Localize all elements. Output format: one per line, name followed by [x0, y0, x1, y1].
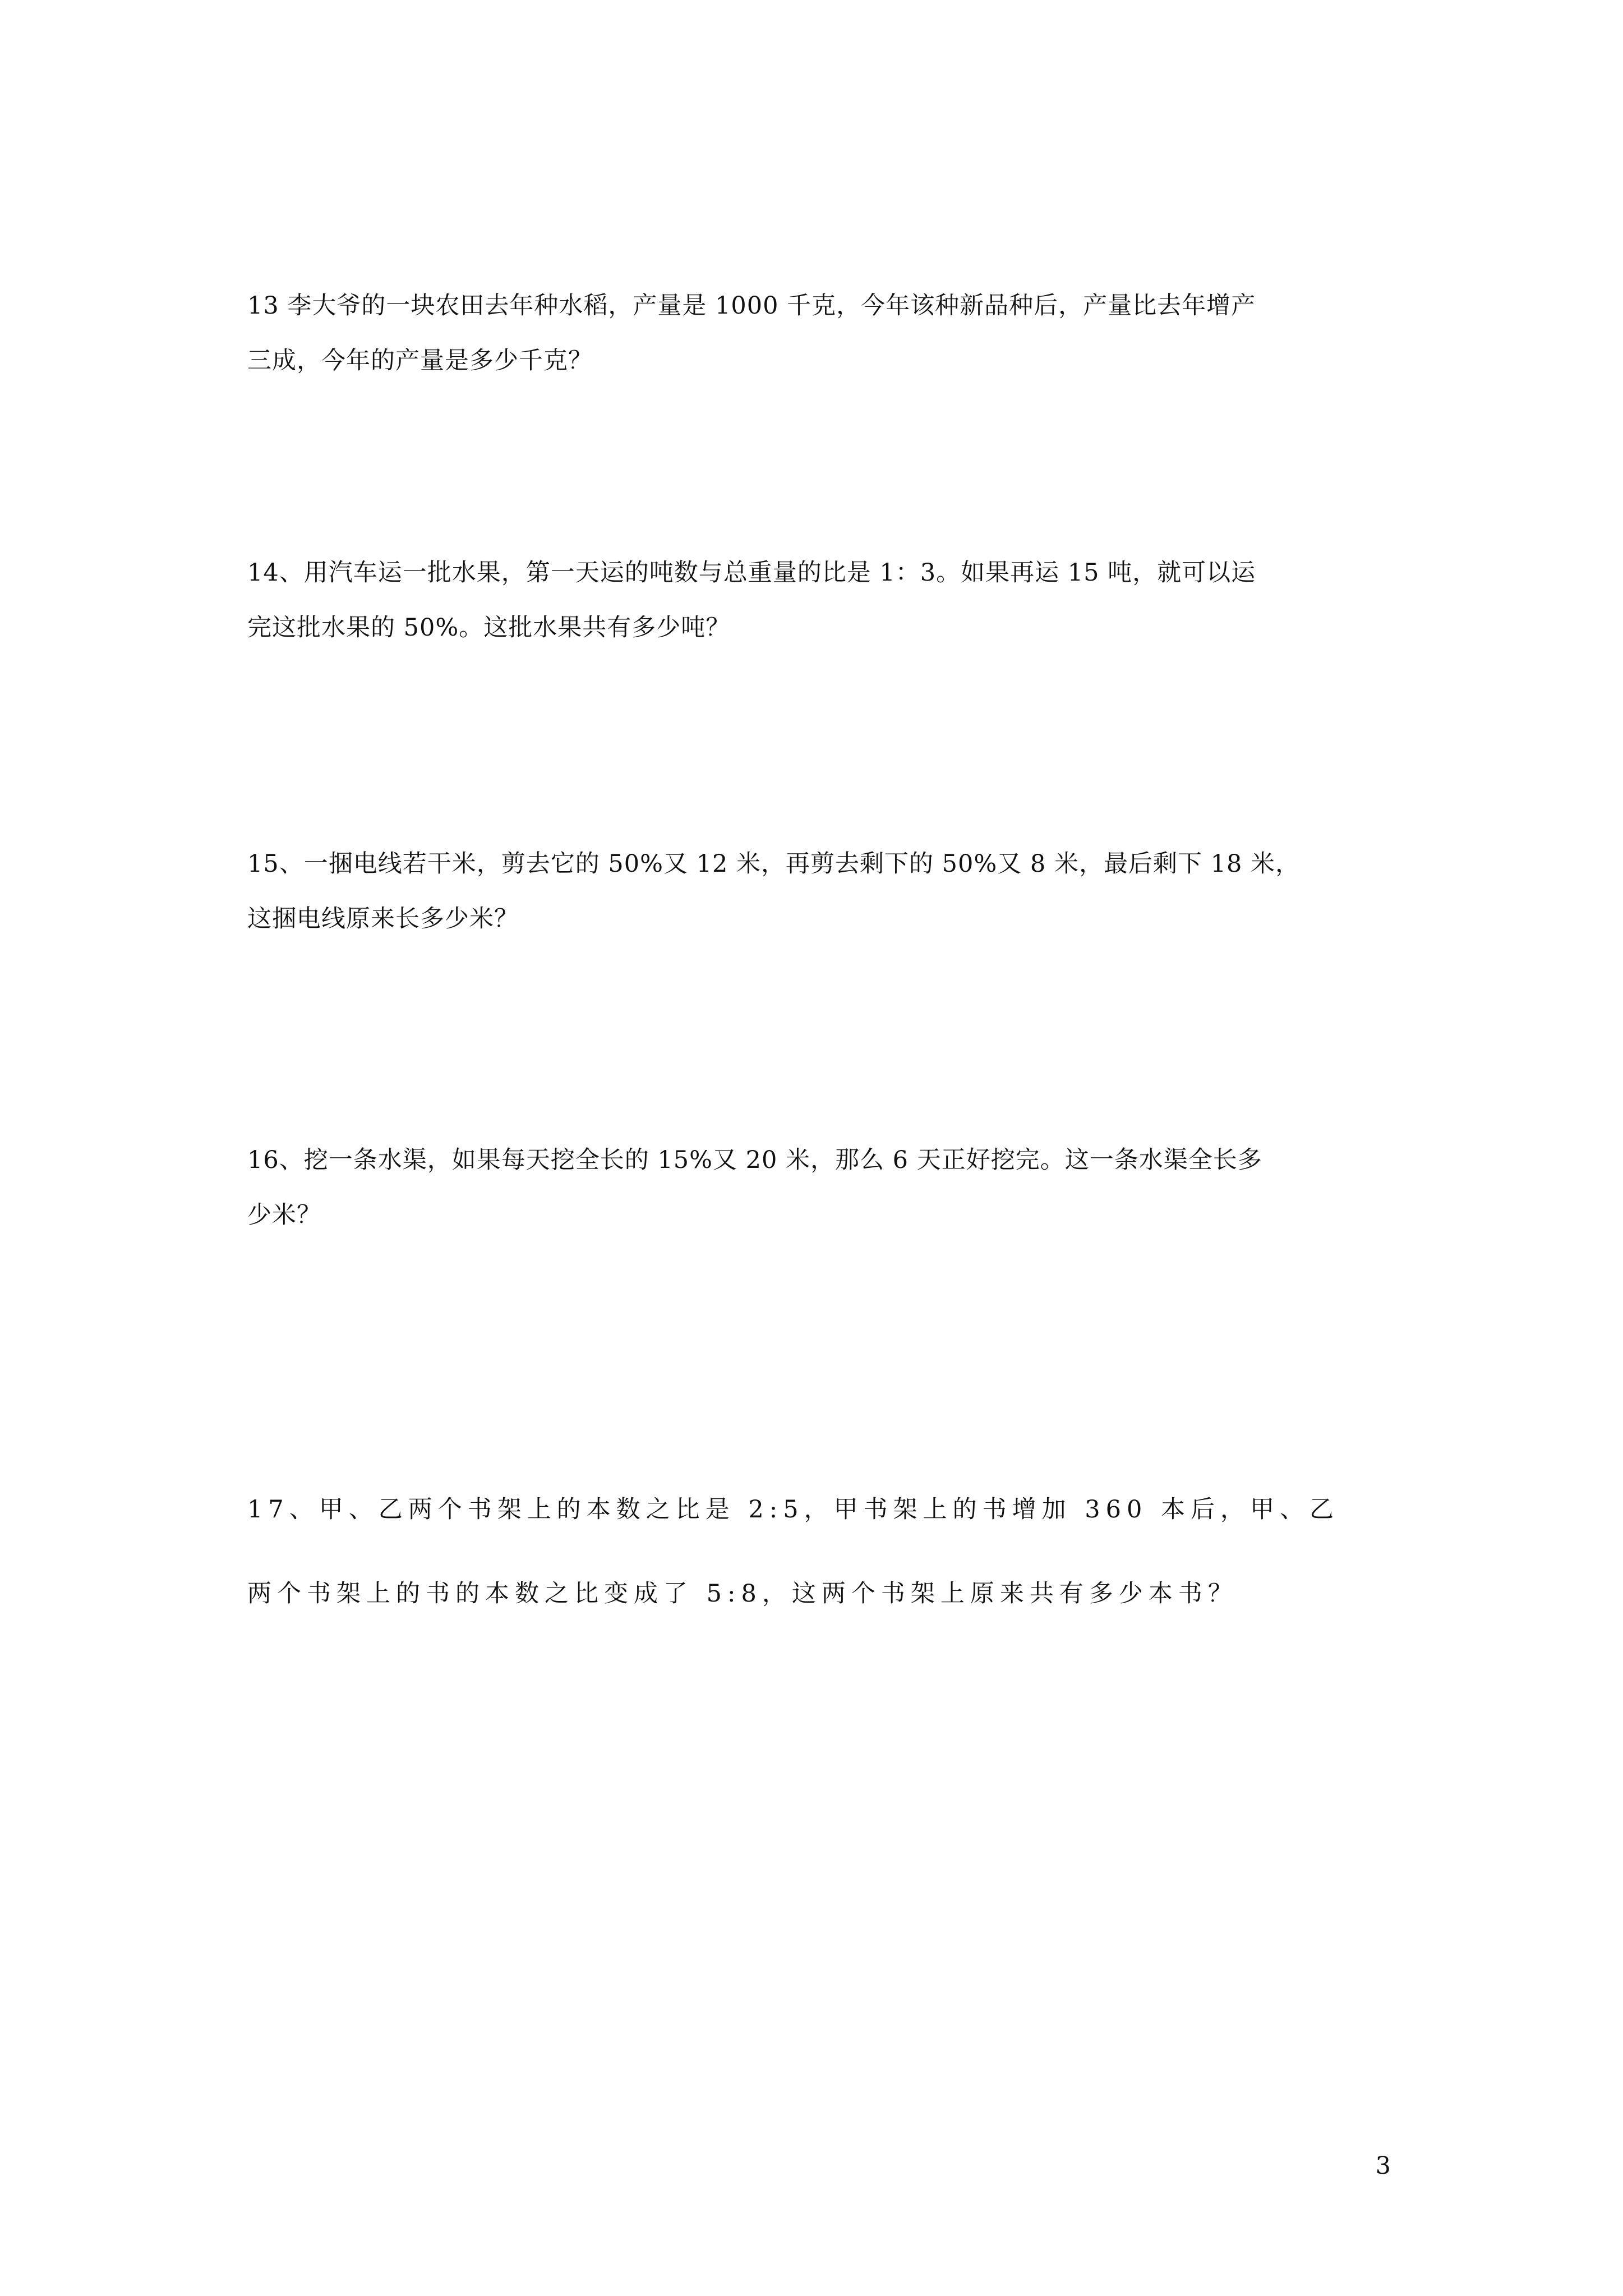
- problem-13: [247, 278, 1386, 388]
- problem-13-line-1: 13 李大爷的一块农田去年种水稻，产量是 1000 千克，今年该种新品种后，产量比去年增产: [247, 292, 1256, 320]
- problem-13-line-2: 三成，今年的产量是多少千克？: [247, 347, 593, 375]
- problem-15-line-2: 这捆电线原来长多少米？: [247, 905, 519, 933]
- problem-16-line-1: 16、挖一条水渠，如果每天挖全长的 15%又 20 米，那么 6 天正好挖完。这一条水渠全长多: [247, 1146, 1262, 1174]
- problem-14-line-2: 完这批水果的 50%。这批水果共有多少吨？: [247, 614, 731, 642]
- problem-16-line-2: 少米？: [247, 1201, 321, 1229]
- problem-15: [247, 836, 1386, 946]
- problem-17: [247, 1467, 1386, 1636]
- problem-14-line-1: 14、用汽车运一批水果，第一天运的吨数与总重量的比是 1：3。如果再运 15 吨，就可以运: [247, 559, 1256, 587]
- problem-15-line-1: 15、一捆电线若干米，剪去它的 50%又 12 米，再剪去剩下的 50%又 8 米，最后剩下 18 米，: [247, 850, 1301, 878]
- problem-17-line-1: 17、甲、乙两个书架上的本数之比是 2:5，甲书架上的书增加 360 本后，甲、乙: [247, 1496, 1339, 1524]
- problem-14: [247, 545, 1386, 655]
- problem-16: [247, 1133, 1386, 1243]
- page-number: 3: [1375, 2152, 1391, 2180]
- problem-17-line-2: 两个书架上的书的本数之比变成了 5:8，这两个书架上原来共有多少本书？: [247, 1580, 1238, 1608]
